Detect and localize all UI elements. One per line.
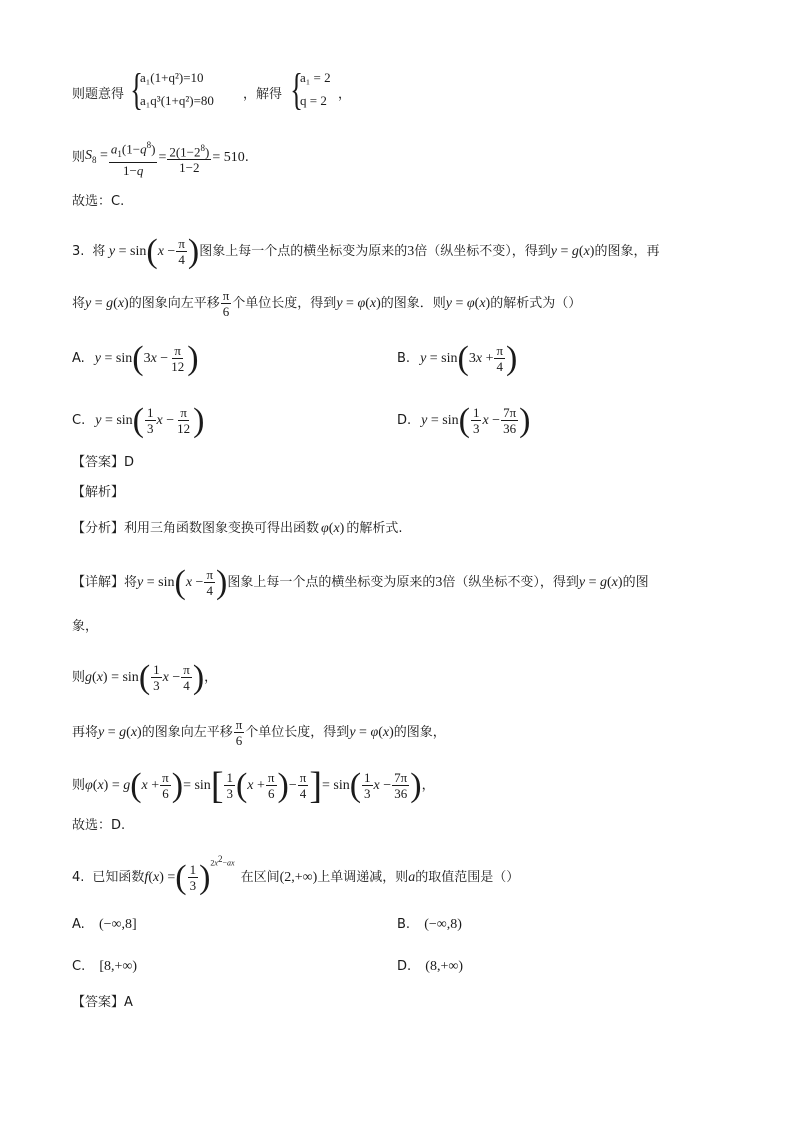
s8-symbol: $S_8$ =	[85, 148, 108, 165]
left-brace-1: {	[130, 65, 143, 114]
choice-line-1: 故选：C.	[72, 194, 125, 209]
solution-2: q = 2	[300, 93, 327, 108]
xiangjie-text: 再将	[72, 724, 99, 740]
option-label: A.	[72, 917, 85, 932]
q3-option-d[interactable]: D. y = sin ( $\frac{1}{3}$ x − $\frac{7\pi}{36}$ )	[397, 401, 531, 439]
sum-result: = 510	[212, 149, 245, 165]
sum-fraction-2: $\frac{2(1-2^8)}{1-2}$	[169, 142, 210, 176]
answer-label: 【答案】	[72, 995, 125, 1010]
q4-text: 已知函数	[92, 869, 145, 885]
q3-text: 的图象．则	[380, 295, 446, 311]
sum-dot: .	[244, 149, 249, 165]
xiangjie-line-1: 【详解】 将 y = sin ( x − $\frac{\pi}{4}$ ) 图象上每一个点的横坐标变为原来的 3 倍（纵坐标不变），得到 y = g(x) 的图	[72, 563, 649, 601]
q3-number: 3.	[72, 243, 85, 259]
answer-3-line	[72, 454, 134, 472]
fenxi-text: 的解析式.	[346, 521, 403, 536]
answer-4-line	[72, 994, 133, 1012]
fenxi-line: 【分析】 利用三角函数图象变换可得出函数 φ(x) 的解析式.	[72, 521, 403, 536]
equation-system-line	[72, 80, 125, 102]
choice-line-2: 故选：D.	[72, 818, 126, 833]
q3-text: 个单位长度，得到	[232, 295, 337, 311]
option-label: B.	[397, 350, 411, 366]
option-label: A.	[72, 350, 85, 366]
analysis-heading: 【解析】	[72, 485, 125, 500]
q3-pi-over-6: $\frac{\pi}{6}$	[222, 288, 230, 319]
q3-option-a[interactable]: A. y = sin ( 3x − $\frac{\pi}{12}$ )	[72, 339, 199, 377]
question-3-line-1: 3. 将 y = sin ( x − $\frac{\pi}{4}$ ) 图象上每一个点的横坐标变为原来的 3 倍（纵坐标不变），得到 y = g(x) 的图象，再	[72, 232, 660, 270]
q3-pi-over-4: $\frac{\pi}{4}$	[178, 236, 185, 267]
q3-g-of-x: y = g(x)	[550, 243, 595, 259]
xiangjie-text: 将	[124, 574, 138, 590]
q4-text: 在区间	[240, 869, 280, 885]
q3-three: 3	[407, 243, 415, 259]
q4-option-b[interactable]	[397, 916, 462, 934]
q3-text: 的图象，再	[594, 243, 660, 259]
option-value: [8,+∞)	[99, 959, 138, 974]
q3-text: 图象上每一个点的横坐标变为原来的	[199, 243, 408, 259]
answer-value: A	[124, 995, 133, 1010]
solution-1: a₁ = 2	[300, 70, 331, 85]
answer-label: 【答案】	[72, 455, 125, 470]
q3-text: 的图象向左平移	[128, 295, 220, 311]
q3-option-c[interactable]: C. y = sin ( $\frac{1}{3}$ x − $\frac{\pi}{12}$ )	[72, 401, 205, 439]
option-label: D.	[397, 412, 412, 428]
option-label: C.	[72, 412, 86, 428]
option-label: D.	[397, 959, 412, 974]
option-label: C.	[72, 959, 86, 974]
q3-text: 倍（纵坐标不变），得到	[414, 243, 551, 259]
question-3-line-2: 将 y = g(x) 的图象向左平移 $\frac{\pi}{6}$ 个单位长度，得到 y = φ(x) 的图象．则 y = φ(x) 的解析式为（）	[72, 288, 582, 319]
q3-text: 的解析式为（）	[490, 295, 582, 311]
left-brace-2: {	[290, 65, 303, 114]
q3-func-sin: y = sin	[108, 243, 147, 259]
xiangjie-text: 倍（纵坐标不变），得到	[442, 574, 579, 590]
q3-text: 将	[92, 243, 106, 259]
xiangjie-text: 的图	[622, 574, 649, 590]
equation-2: a₁q³(1+q²)=80	[140, 93, 214, 108]
sum-formula-line: 则 $S_8$ = $\frac{a_1(1-q^8)}{1-q}$ = $\frac{2(1-2^8)}{1-2}$ = 510 .	[72, 140, 249, 178]
xiangjie-text: ，	[204, 669, 218, 685]
xiangjie-line-3: 则 g(x) = sin ( $\frac{1}{3}$ x − $\frac{\pi}{4}$ ) ，	[72, 658, 218, 696]
xiangjie-text: 个单位长度，得到	[245, 724, 350, 740]
xiangjie-text: ，	[421, 777, 435, 793]
xiangjie-three: 3	[435, 574, 443, 590]
xiangjie-line-4: 再将 y = g(x) 的图象向左平移 $\frac{\pi}{6}$ 个单位长度，得到 y = φ(x) 的图象，	[72, 717, 446, 748]
answer-value: D	[124, 455, 135, 470]
xiangjie-text: 则	[72, 777, 86, 793]
separator-text: ，解得	[243, 87, 283, 102]
option-value: (−∞,8]	[98, 917, 137, 932]
q4-number: 4.	[72, 869, 85, 885]
q4-text: 上单调递减，则	[317, 869, 409, 885]
fenxi-label: 【分析】	[72, 521, 125, 536]
q3-text: 将	[72, 295, 86, 311]
xiangjie-line-5: 则 φ(x) = g ( x + $\frac{\pi}{6}$ ) = sin [ $\frac{1}{3}$ ( x + $\frac{\pi}{6}$ ) − $\frac{\pi}{4}$ ] = sin ( $\frac{1}{3}$ x − $\frac{7\pi}{36}$ ) ，	[72, 764, 435, 807]
q4-option-a[interactable]	[72, 916, 137, 934]
option-value: (−∞,8)	[424, 917, 462, 932]
option-label: B.	[397, 917, 411, 932]
q3-option-b[interactable]: B. y = sin ( 3x + $\frac{\pi}{4}$ )	[397, 339, 518, 377]
end-comma: ，	[338, 87, 352, 102]
xiangjie-text: 的图象，	[393, 724, 446, 740]
xiangjie-label: 【详解】	[72, 574, 125, 590]
equation-1: a₁(1+q²)=10	[140, 70, 204, 85]
option-value: (8,+∞)	[425, 959, 463, 974]
xiangjie-text: 的图象向左平移	[141, 724, 233, 740]
sum-prefix: 则	[72, 149, 86, 165]
question-4-line: 4. 已知函数 f(x) = ( $\frac{1}{3}$ ) $2x^2-ax$ 在区间 (2,+∞) 上单调递减，则 a 的取值范围是（）	[72, 854, 520, 896]
xiangjie-line-2: 象，	[72, 619, 99, 634]
q4-text: 的取值范围是（）	[415, 869, 520, 885]
fenxi-text: 利用三角函数图象变换可得出函数	[124, 521, 320, 536]
intro-text: 则题意得	[72, 87, 125, 102]
xiangjie-text: 图象上每一个点的横坐标变为原来的	[227, 574, 436, 590]
q4-option-c[interactable]	[72, 958, 137, 976]
q4-option-d[interactable]	[397, 958, 463, 976]
xiangjie-text: 则	[72, 669, 86, 685]
sum-fraction-1: $\frac{a_1(1-q^8)}{1-q}$	[110, 140, 156, 178]
